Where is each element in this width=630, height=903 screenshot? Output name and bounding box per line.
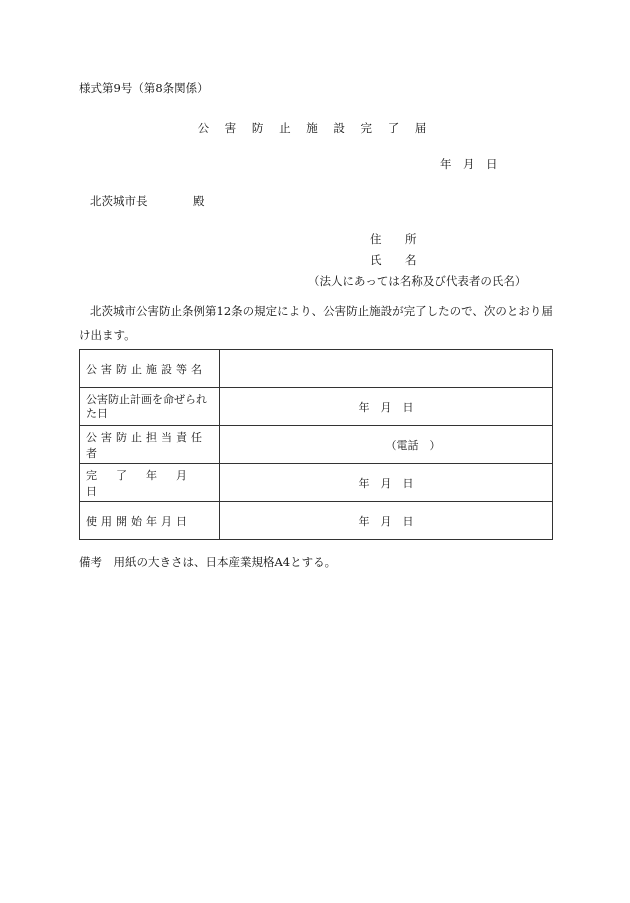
document-title: 公 害 防 止 施 設 完 了 届 [197,121,433,135]
row-value-plan-order-date: 年 月 日 [220,388,553,426]
facility-table [79,349,553,540]
row-label-start-date: 使用開始年月日 [80,502,220,540]
body-text: 北茨城市公害防止条例第12条の規定により、公害防止施設が完了したので、次のとおり届け出ます。 [79,304,553,342]
table-row [80,502,553,540]
table-row [80,350,553,388]
submission-date: 年 月 日 [440,157,498,171]
corporation-note: （法人にあっては名称及び代表者の氏名） [308,274,527,288]
remarks-note: 備考 用紙の大きさは、日本産業規格A4とする。 [79,555,337,569]
address-label: 住 所 [370,232,423,246]
table-row [80,426,553,464]
recipient-honorific: 殿 [193,194,205,208]
row-value-phone: （電話 ） [220,426,553,464]
form-number: 様式第9号（第8条関係） [79,81,209,95]
recipient: 北茨城市長 [90,194,148,208]
row-value-facility-name [220,350,553,388]
row-value-start-date: 年 月 日 [220,502,553,540]
row-label-responsible-person: 公害防止担当責任者 [80,426,220,464]
row-value-completion-date: 年 月 日 [220,464,553,502]
table-row [80,388,553,426]
row-label-completion-date: 完 了 年 月 日 [80,464,220,502]
row-label-facility-name: 公害防止施設等名 [80,350,220,388]
name-label: 氏 名 [370,253,423,267]
row-label-plan-order-date: 公害防止計画を命ぜられた日 [80,388,220,426]
table-row [80,464,553,502]
